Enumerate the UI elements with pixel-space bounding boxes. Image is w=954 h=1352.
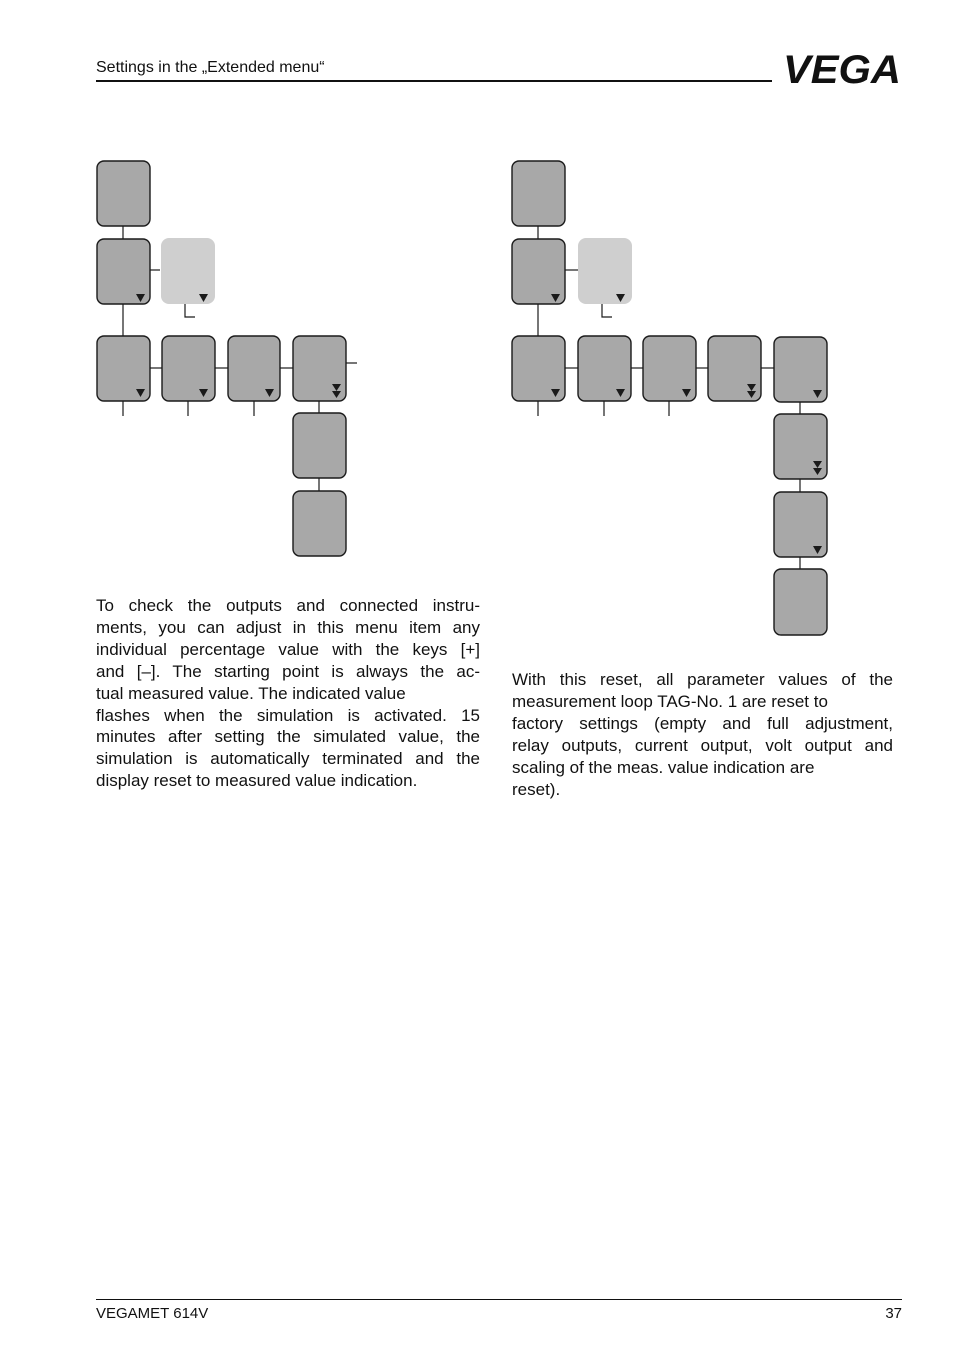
menu-box — [293, 413, 346, 478]
reset-description — [512, 669, 893, 800]
simulation-description — [96, 595, 480, 792]
footer-rule — [96, 1299, 902, 1300]
text-line: minutes after setting the simulated value, the — [96, 727, 480, 747]
text-line: scaling of the meas. value indication are — [512, 757, 815, 777]
text-line: measurement loop TAG-No. 1 are reset to — [512, 691, 828, 711]
left-menu-diagram — [97, 161, 357, 556]
text-line: and [–]. The starting point is always the ac- — [96, 661, 480, 681]
menu-box — [97, 161, 150, 226]
menu-box — [162, 336, 215, 401]
text-line: With this reset, all parameter values of the — [512, 670, 893, 689]
right-menu-diagram — [512, 161, 827, 635]
menu-box — [293, 491, 346, 556]
text-line: tual measured value. The indicated value — [96, 683, 406, 703]
text-line: factory settings (empty and full adjustment, — [512, 713, 893, 733]
text-line: reset). — [512, 779, 561, 799]
menu-box — [774, 569, 827, 635]
text-line: simulation is automatically terminated and the — [96, 749, 480, 769]
text-line: ments, you can adjust in this menu item any — [96, 617, 480, 637]
svg-text:VEGA: VEGA — [783, 50, 901, 86]
footer-product-name: VEGAMET 614V — [96, 1305, 209, 1322]
menu-box — [512, 161, 565, 226]
page-number: 37 — [885, 1305, 902, 1322]
page-header-title: Settings in the „Extended menu“ — [96, 59, 325, 76]
text-line: flashes when the simulation is activated. 15 — [96, 705, 480, 725]
text-line: individual percentage value with the keys [+] — [96, 639, 480, 659]
text-line: To check the outputs and connected instru- — [96, 596, 480, 615]
text-line: relay outputs, current output, volt output and — [512, 735, 893, 755]
text-line: display reset to measured value indication. — [96, 771, 418, 791]
